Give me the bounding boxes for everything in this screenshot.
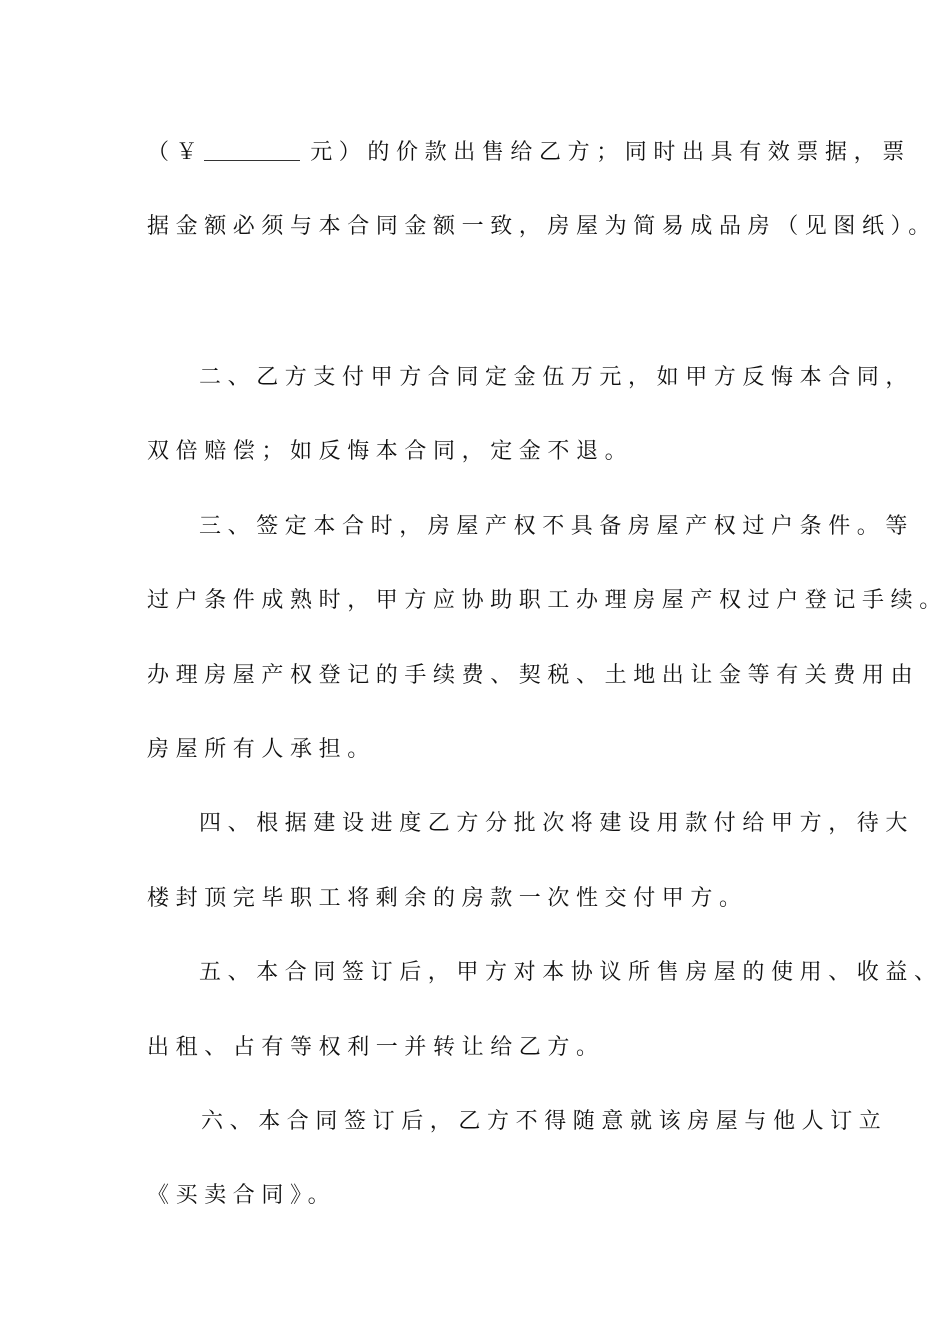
- price-prefix: （￥: [147, 140, 205, 165]
- text-line: 据金额必须与本合同金额一致，房屋为简易成品房（见图纸）。: [147, 214, 937, 239]
- clause-2-line-2: 双倍赔偿；如反悔本合同，定金不退。: [147, 439, 634, 464]
- price-blank-field: [204, 140, 300, 161]
- clause-5-line-1: 五、本合同签订后，甲方对本协议所售房屋的使用、收益、: [199, 960, 943, 985]
- price-suffix: 元）的价款出售给乙方；同时出具有效票据，票: [310, 140, 911, 165]
- text-line-price: [147, 138, 911, 168]
- clause-3-line-4: 房屋所有人承担。: [147, 737, 376, 762]
- clause-3-line-1: 三、签定本合时，房屋产权不具备房屋产权过户条件。等: [199, 514, 915, 539]
- clause-4-line-1: 四、根据建设进度乙方分批次将建设用款付给甲方，待大: [199, 811, 915, 836]
- clause-6-line-1: 六、本合同签订后，乙方不得随意就该房屋与他人订立: [201, 1109, 888, 1134]
- clause-3-line-2: 过户条件成熟时，甲方应协助职工办理房屋产权过户登记手续。: [147, 588, 948, 613]
- clause-4-line-2: 楼封顶完毕职工将剩余的房款一次性交付甲方。: [147, 886, 748, 911]
- clause-5-line-2: 出租、占有等权利一并转让给乙方。: [147, 1035, 605, 1060]
- clause-3-line-3: 办理房屋产权登记的手续费、契税、土地出让金等有关费用由: [147, 663, 920, 688]
- clause-2-line-1: 二、乙方支付甲方合同定金伍万元，如甲方反悔本合同，: [199, 365, 915, 390]
- clause-6-line-2: 《买卖合同》。: [147, 1183, 337, 1208]
